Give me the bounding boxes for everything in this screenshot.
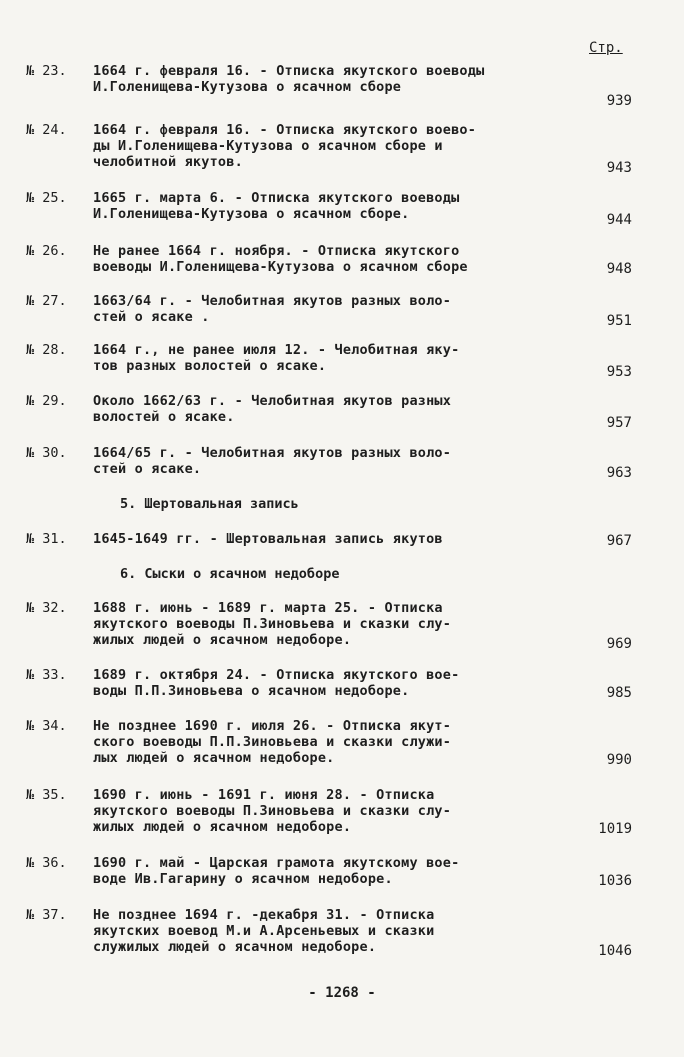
entry-text: Около 1662/63 г. - Челобитная якутов разных волостей о ясаке. xyxy=(93,393,452,425)
entry-page: 1046 xyxy=(598,943,632,959)
entry-text: 1689 г. октября 24. - Отписка якутского вое- воды П.П.Зиновьева о ясачном недоборе. xyxy=(93,667,460,699)
entry-page: 990 xyxy=(606,752,632,768)
entry-number: № 25. xyxy=(26,190,67,206)
entry-page: 943 xyxy=(606,160,632,176)
entry-text: 1663/64 г. - Челобитная якутов разных воло- стей о ясаке . xyxy=(93,293,452,325)
entry-page: 963 xyxy=(606,465,632,481)
entry-text: Не позднее 1690 г. июля 26. - Отписка якут- ского воеводы П.П.Зиновьева и сказки служи- лых людей о ясачном недоборе. xyxy=(93,718,452,766)
entry-page: 939 xyxy=(606,93,632,109)
entry-text: 1690 г. июнь - 1691 г. июня 28. - Отписка якутского воеводы П.Зиновьева и сказки слу- жилых людей о ясачном недоборе. xyxy=(93,787,452,835)
entry-number: № 27. xyxy=(26,293,67,309)
entry-page: 1036 xyxy=(598,873,632,889)
entry-page: 948 xyxy=(606,261,632,277)
entry-number: № 36. xyxy=(26,855,67,871)
entry-number: № 32. xyxy=(26,600,67,616)
entry-number: № 29. xyxy=(26,393,67,409)
entry-text: 1664 г. февраля 16. - Отписка якутского воеводы И.Голенищева-Кутузова о ясачном сборе xyxy=(93,63,485,95)
entry-text: 1645-1649 гг. - Шертовальная запись якутов xyxy=(93,531,443,547)
entry-number: № 24. xyxy=(26,122,67,138)
entry-text: Не позднее 1694 г. -декабря 31. - Отписка якутских воевод М.и А.Арсеньевых и сказки служилых людей о ясачном недоборе. xyxy=(93,907,435,955)
entry-page: 969 xyxy=(606,636,632,652)
section-heading: 6. Сыски о ясачном недоборе xyxy=(120,566,340,582)
entry-number: № 35. xyxy=(26,787,67,803)
entry-number: № 31. xyxy=(26,531,67,547)
entry-page: 985 xyxy=(606,685,632,701)
entry-page: 957 xyxy=(606,415,632,431)
entry-number: № 33. xyxy=(26,667,67,683)
entry-page: 1019 xyxy=(598,821,632,837)
entry-page: 944 xyxy=(606,212,632,228)
page-column-label: Стр. xyxy=(589,40,623,56)
entry-page: 951 xyxy=(606,313,632,329)
entry-number: № 23. xyxy=(26,63,67,79)
entry-number: № 34. xyxy=(26,718,67,734)
entry-page: 967 xyxy=(606,533,632,549)
entry-number: № 30. xyxy=(26,445,67,461)
entry-text: 1664 г. февраля 16. - Отписка якутского воево- ды И.Голенищева-Кутузова о ясачном сборе и челобитной якутов. xyxy=(93,122,477,170)
entry-number: № 28. xyxy=(26,342,67,358)
page-number: - 1268 - xyxy=(308,985,376,1001)
entry-number: № 37. xyxy=(26,907,67,923)
entry-text: 1665 г. марта 6. - Отписка якутского воеводы И.Голенищева-Кутузова о ясачном сборе. xyxy=(93,190,460,222)
entry-text: 1664 г., не ранее июля 12. - Челобитная яку- тов разных волостей о ясаке. xyxy=(93,342,460,374)
entry-text: 1690 г. май - Царская грамота якутскому вое- воде Ив.Гагарину о ясачном недоборе. xyxy=(93,855,460,887)
entry-text: 1664/65 г. - Челобитная якутов разных воло- стей о ясаке. xyxy=(93,445,452,477)
entry-text: Не ранее 1664 г. ноября. - Отписка якутского воеводы И.Голенищева-Кутузова о ясачном сборе xyxy=(93,243,468,275)
entry-page: 953 xyxy=(606,364,632,380)
entry-text: 1688 г. июнь - 1689 г. марта 25. - Отписка якутского воеводы П.Зиновьева и сказки слу- жилых людей о ясачном недоборе. xyxy=(93,600,452,648)
section-heading: 5. Шертовальная запись xyxy=(120,496,299,512)
entry-number: № 26. xyxy=(26,243,67,259)
